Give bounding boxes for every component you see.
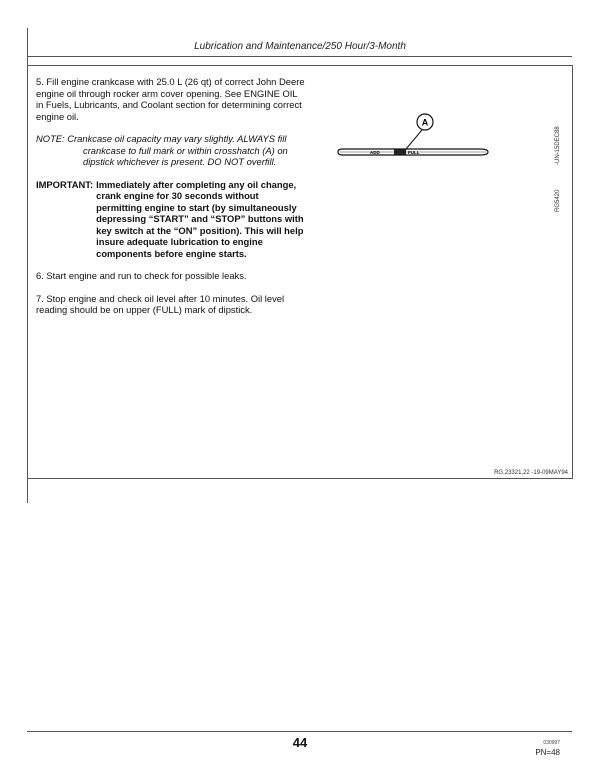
page-number: 44 [292, 735, 308, 750]
callout-label: A [421, 117, 429, 128]
important-text: Immediately after completing any oil change, crank engine for 30 seconds without permitting engine to start (by simultaneously depressing “START” and “STOP” buttons with key switch at the “ON” position). This will help insure adequate lubrication to engine components before engine starts. [96, 178, 304, 259]
side-code-top: -UN-15DEC88 [555, 126, 561, 165]
important-block [36, 179, 306, 260]
add-mark: ADD [370, 150, 380, 155]
reference-code: RG,23321,22 -19-09MAY94 [494, 470, 568, 476]
note-label: NOTE: [36, 133, 65, 144]
page-title: Lubrication and Maintenance/250 Hour/3-Month [194, 41, 406, 52]
important-label: IMPORTANT: [36, 178, 94, 190]
pn-number: PN=48 [535, 748, 560, 757]
header-rule [27, 56, 572, 57]
instructions-column [36, 76, 306, 327]
note-text: Crankcase oil capacity may vary slightly. ALWAYS fill crankcase to full mark or within crosshatch (A) on dipstick whichever is present. DO NOT overfill. [67, 133, 288, 167]
crosshatch-area [394, 150, 406, 155]
step-6: 6. Start engine and run to check for possible leaks. [36, 270, 247, 281]
full-mark: FULL [408, 150, 420, 155]
step-5: 5. Fill engine crankcase with 25.0 L (26 qt) of correct John Deere engine oil through rocker arm cover opening. See ENGINE OIL in Fuels, Lubricants, and Coolant section for determining correct engine oil. [36, 76, 305, 122]
dipstick-illustration [330, 105, 560, 215]
side-code-bottom: RG5420 [555, 189, 561, 212]
dipstick-figure [330, 105, 560, 215]
footer-rule [27, 731, 572, 732]
step-7: 7. Stop engine and check oil level after 10 minutes. Oil level reading should be on upper (FULL) mark of dipstick. [36, 292, 285, 315]
callout-leader [406, 130, 422, 149]
footer-small-code: 030997 [543, 740, 560, 746]
note [36, 133, 306, 168]
